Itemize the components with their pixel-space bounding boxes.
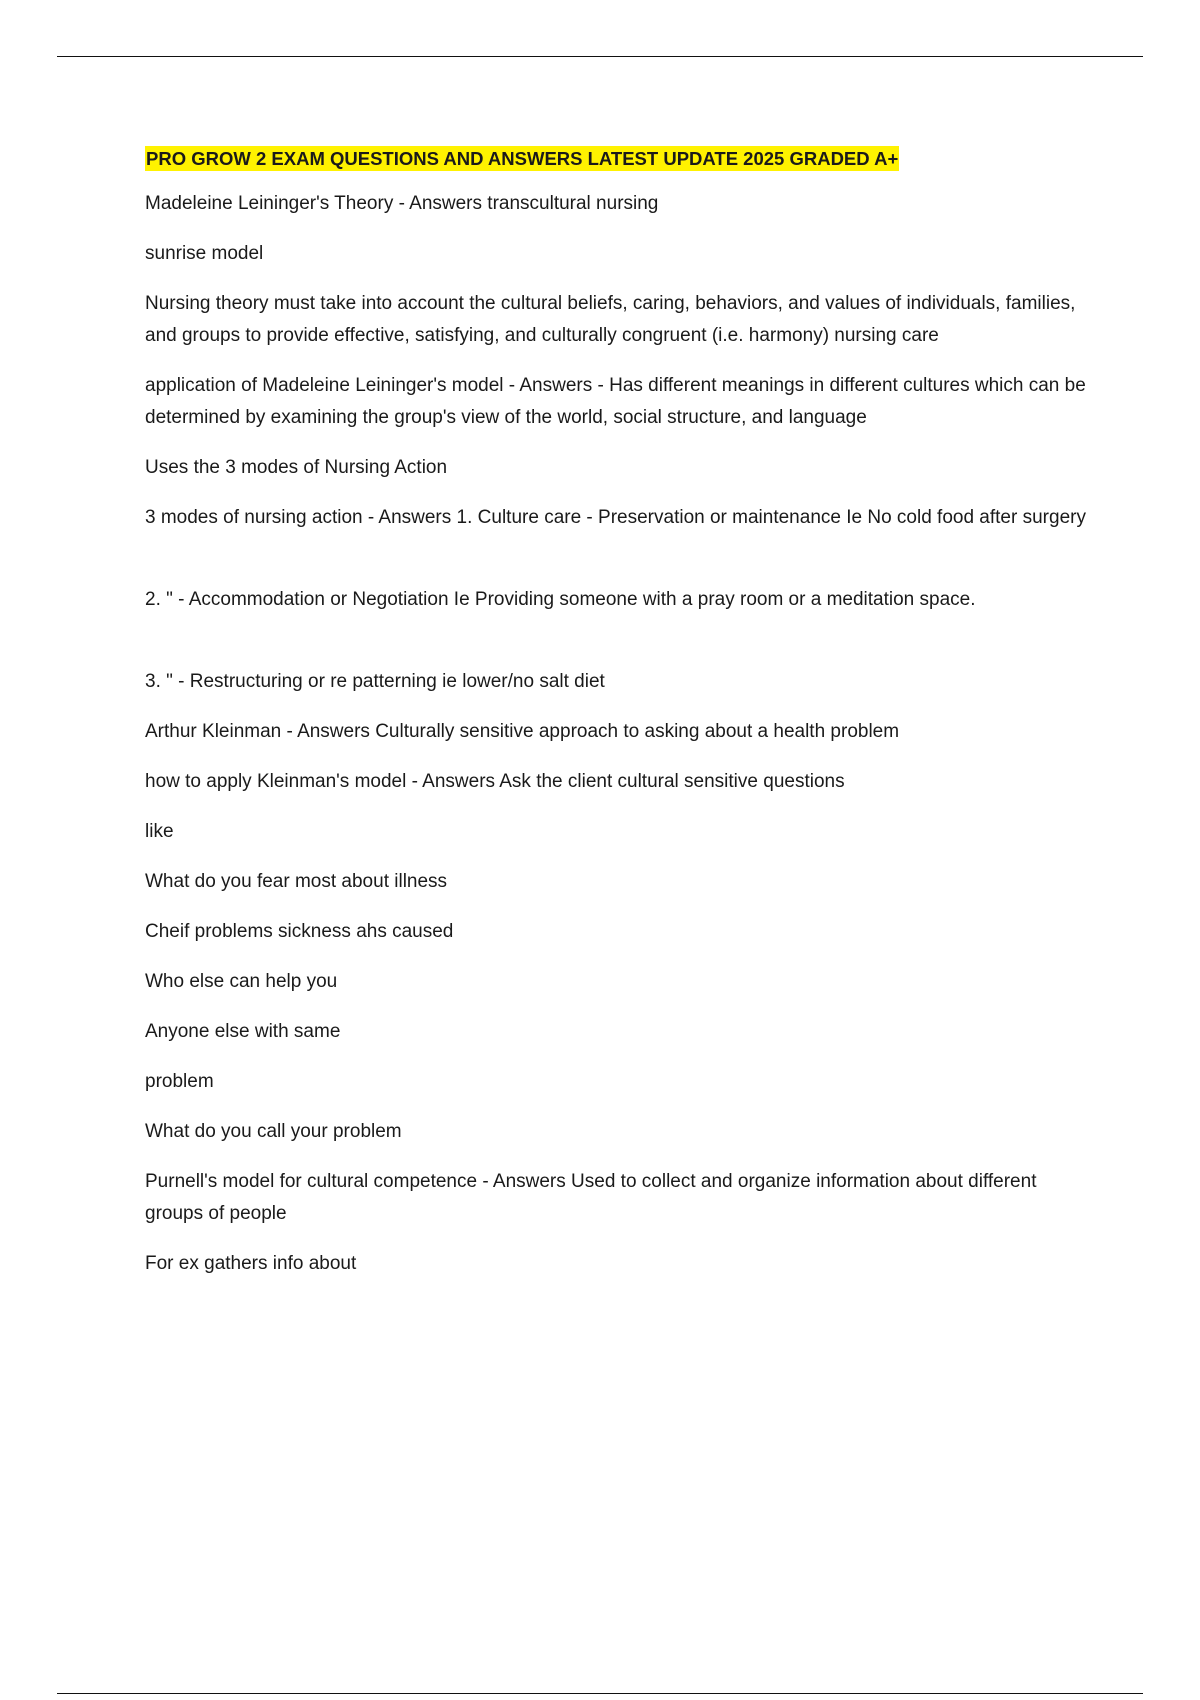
paragraph: Nursing theory must take into account the cultural beliefs, caring, behaviors, and values of individuals, families, and groups to provide effective, satisfying, and culturally congruent (i.e. harmony) nursing care (145, 293, 1076, 346)
document-body (145, 145, 1090, 1298)
paragraph: application of Madeleine Leininger's model - Answers - Has different meanings in different cultures which can be determined by examining the group's view of the world, social structure, and language (145, 375, 1086, 428)
paragraph: how to apply Kleinman's model - Answers Ask the client cultural sensitive questions (145, 771, 845, 792)
paragraph: problem (145, 1071, 214, 1092)
paragraph: What do you call your problem (145, 1121, 402, 1142)
document-title-text: PRO GROW 2 EXAM QUESTIONS AND ANSWERS LATEST UPDATE 2025 GRADED A+ (146, 148, 899, 169)
footer-rule (57, 1693, 1143, 1694)
paragraph: Uses the 3 modes of Nursing Action (145, 457, 448, 478)
header-rule (57, 56, 1143, 57)
paragraph: 3. " - Restructuring or re patterning ie lower/no salt diet (145, 671, 605, 692)
paragraph: sunrise model (145, 243, 264, 264)
paragraph: Arthur Kleinman - Answers Culturally sensitive approach to asking about a health problem (145, 721, 900, 742)
paragraph: 2. " - Accommodation or Negotiation Ie Providing someone with a pray room or a meditation space. (145, 589, 976, 610)
paragraph: like (145, 821, 174, 842)
paragraph: Madeleine Leininger's Theory - Answers transcultural nursing (145, 193, 659, 214)
paragraph: 3 modes of nursing action - Answers 1. Culture care - Preservation or maintenance Ie No cold food after surgery (145, 507, 1086, 528)
paragraph: Purnell's model for cultural competence - Answers Used to collect and organize information about different groups of people (145, 1171, 1037, 1224)
paragraph: What do you fear most about illness (145, 871, 448, 892)
document-title (145, 145, 1090, 173)
paragraph: Who else can help you (145, 971, 338, 992)
paragraph: Anyone else with same (145, 1021, 341, 1042)
paragraph: For ex gathers info about (145, 1253, 357, 1274)
paragraph: Cheif problems sickness ahs caused (145, 921, 454, 942)
